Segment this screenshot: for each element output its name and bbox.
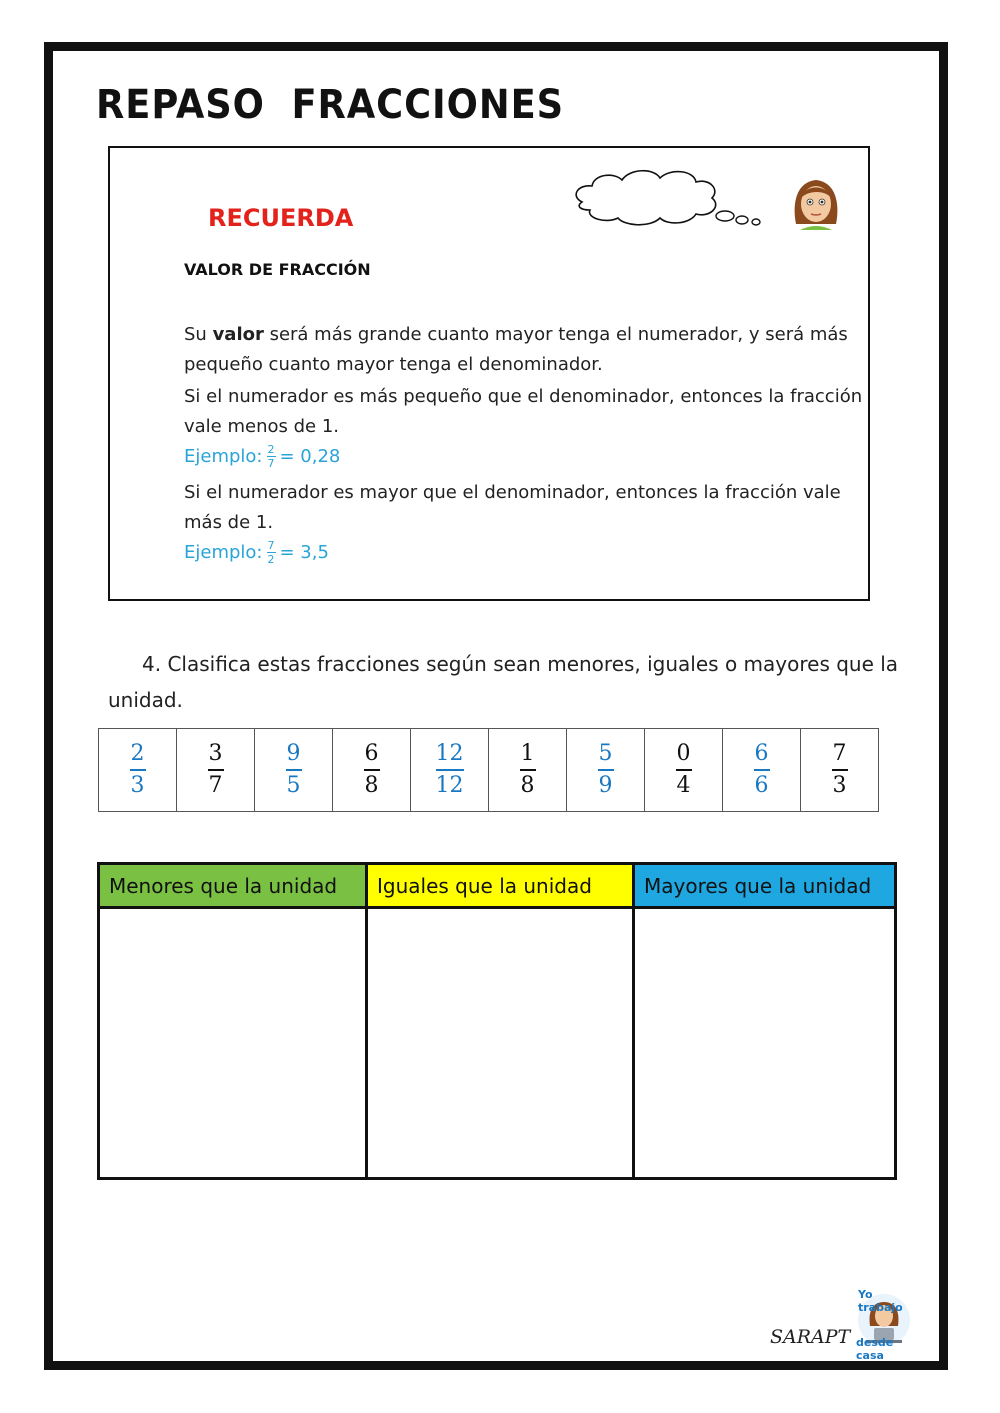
fraction-bar (208, 769, 224, 771)
fraction-numerator: 0 (676, 741, 691, 766)
example-result: = 3,5 (279, 542, 329, 563)
fraction-denominator: 5 (286, 773, 301, 798)
fraction-cell[interactable] (723, 729, 801, 812)
fraction-cell[interactable] (645, 729, 723, 812)
classification-header: Iguales que la unidad (367, 864, 634, 908)
author-signature: SARAPT (770, 1326, 851, 1348)
classification-drop-area[interactable] (634, 908, 896, 1179)
fraction-denominator: 12 (435, 773, 464, 798)
fraction-cell[interactable] (489, 729, 567, 812)
fraction-numerator: 5 (598, 741, 613, 766)
classification-table (97, 862, 897, 1180)
fraction-bar (364, 769, 380, 771)
fractions-table (98, 728, 879, 812)
value-subheading: VALOR DE FRACCIÓN (184, 260, 371, 279)
fraction-bar (832, 769, 848, 771)
example-result: = 0,28 (279, 446, 341, 467)
fraction-denominator: 4 (676, 773, 691, 798)
fraction-denominator: 2 (267, 553, 275, 566)
fraction (208, 741, 224, 799)
fraction-denominator: 8 (520, 773, 535, 798)
fraction-bar (676, 769, 692, 771)
example-less (184, 444, 340, 469)
fraction-numerator: 2 (130, 741, 145, 766)
paragraph-text: será más grande cuanto mayor tenga el numerador, y será más pequeño cuanto mayor tenga el denominador. (184, 324, 848, 375)
classification-drop-area[interactable] (99, 908, 367, 1179)
fraction (754, 741, 770, 799)
classification-header: Menores que la unidad (99, 864, 367, 908)
fraction-numerator: 7 (832, 741, 847, 766)
logo-text-top: Yo trabajo (858, 1288, 903, 1314)
fraction-bar (436, 769, 464, 771)
paragraph-value (184, 320, 864, 380)
fraction-cell[interactable] (567, 729, 645, 812)
fraction-denominator: 9 (598, 773, 613, 798)
fraction (832, 741, 848, 799)
thought-cloud-icon (570, 162, 770, 232)
example-label: Ejemplo: (184, 446, 263, 467)
bold-word: valor (212, 324, 264, 345)
fraction-numerator: 12 (435, 741, 464, 766)
classification-header: Mayores que la unidad (634, 864, 896, 908)
fraction-denominator: 3 (130, 773, 145, 798)
fraction-bar (286, 769, 302, 771)
fraction-numerator: 9 (286, 741, 301, 766)
fraction (598, 741, 614, 799)
fraction-numerator: 2 (267, 443, 275, 456)
paragraph-less: Si el numerador es más pequeño que el denominador, entonces la fracción vale menos de 1. (184, 386, 863, 437)
fraction-cell[interactable] (333, 729, 411, 812)
fraction-cell[interactable] (801, 729, 879, 812)
paragraph-text: Su (184, 324, 213, 345)
example-greater (184, 540, 329, 565)
fraction (286, 741, 302, 799)
fraction-bar (598, 769, 614, 771)
fraction-numerator: 6 (754, 741, 769, 766)
fraction-bar (520, 769, 536, 771)
fraction-numerator: 6 (364, 741, 379, 766)
fraction-denominator: 3 (832, 773, 847, 798)
fraction-cell[interactable] (99, 729, 177, 812)
fraction-numerator: 3 (208, 741, 223, 766)
classification-drop-area[interactable] (367, 908, 634, 1179)
recuerda-heading: RECUERDA (208, 204, 354, 232)
classification-header-row (99, 864, 896, 908)
classification-body-row (99, 908, 896, 1179)
avatar-icon (786, 174, 846, 234)
recuerda-box (108, 146, 870, 601)
fraction-denominator: 7 (208, 773, 223, 798)
logo (852, 1286, 916, 1362)
fraction-cell[interactable] (411, 729, 489, 812)
fraction-cell[interactable] (255, 729, 333, 812)
fraction-bar (130, 769, 146, 771)
example-fraction (267, 444, 276, 469)
fraction-numerator: 1 (520, 741, 535, 766)
fraction-numerator: 7 (267, 539, 275, 552)
fractions-row (99, 729, 879, 812)
fraction (130, 741, 146, 799)
fraction (676, 741, 692, 799)
fraction (520, 741, 536, 799)
fraction (436, 741, 464, 799)
fraction-denominator: 6 (754, 773, 769, 798)
fraction-cell[interactable] (177, 729, 255, 812)
example-label: Ejemplo: (184, 542, 263, 563)
fraction-bar (754, 769, 770, 771)
exercise-instruction: 4. Clasifica estas fracciones según sean menores, iguales o mayores que la unidad. (108, 652, 899, 712)
fraction-denominator: 7 (267, 457, 275, 470)
example-fraction (267, 540, 276, 565)
paragraph-greater: Si el numerador es mayor que el denominador, entonces la fracción vale más de 1. (184, 482, 841, 533)
page-title: REPASO FRACCIONES (96, 82, 565, 128)
fraction-denominator: 8 (364, 773, 379, 798)
logo-text-bottom: desde casa (856, 1336, 894, 1362)
fraction (364, 741, 380, 799)
